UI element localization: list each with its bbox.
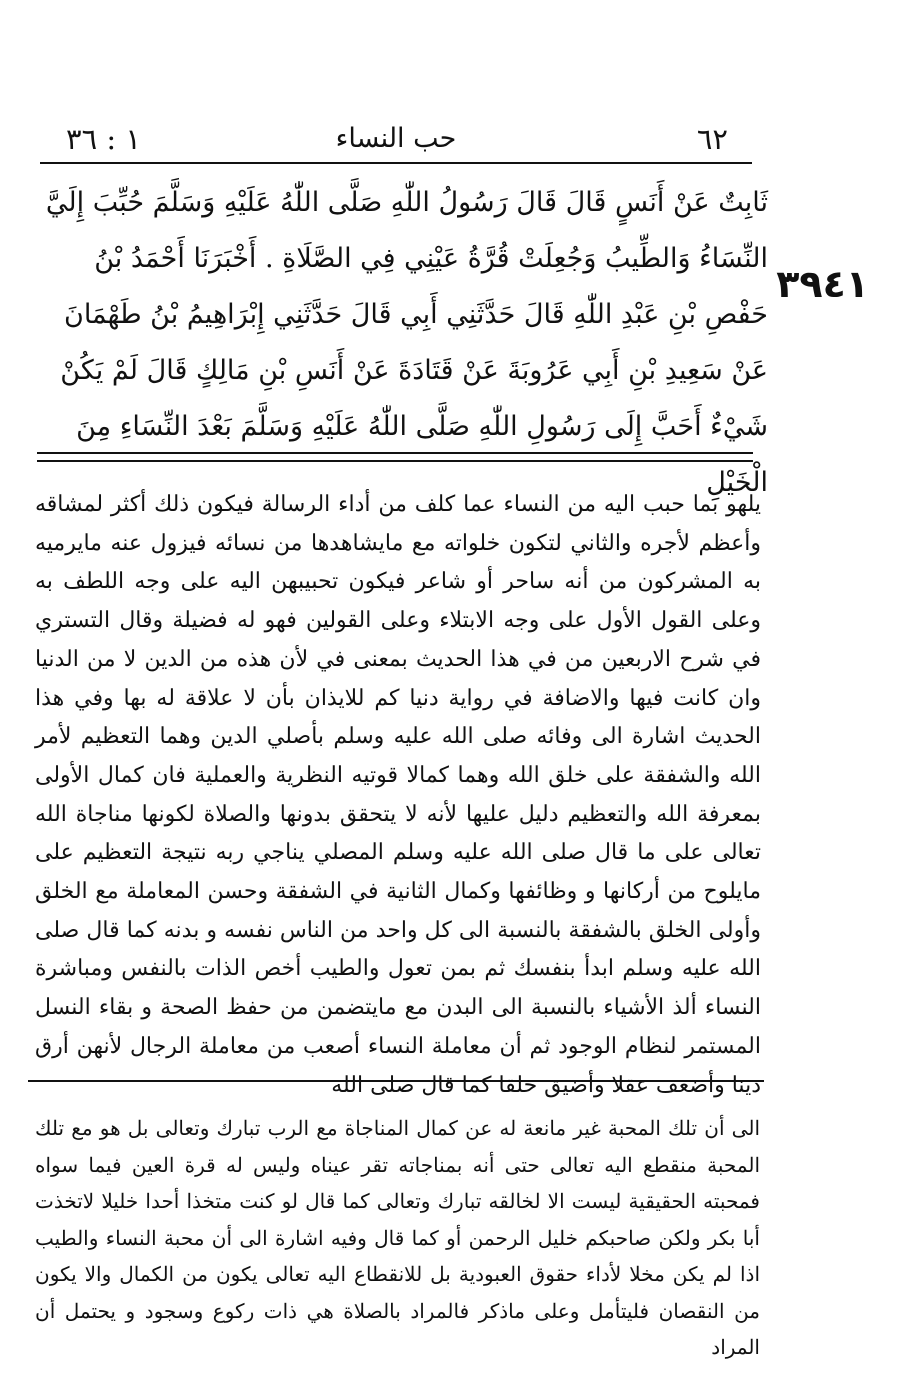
- hadith-text: ثَابِتٌ عَنْ أَنَسٍ قَالَ قَالَ رَسُولُ اللّٰهِ صَلَّى اللّٰهُ عَلَيْهِ وَسَلَّمَ حُبِّبَ إِلَيَّ النِّسَاءُ وَالطِّيبُ وَجُعِلَتْ قُرَّةُ عَيْنِي فِي الصَّلَاةِ . أَخْبَرَنَا أَحْمَدُ بْنُ حَفْصِ بْنِ عَبْدِ اللّٰهِ قَالَ حَدَّثَنِي أَبِي قَالَ حَدَّثَنِي إِبْرَاهِيمُ بْنُ طَهْمَانَ عَنْ سَعِيدِ بْنِ أَبِي عَرُوبَةَ عَنْ قَتَادَةَ عَنْ أَنَسِ بْنِ مَالِكٍ قَالَ لَمْ يَكُنْ شَيْءٌ أَحَبَّ إِلَى رَسُولِ اللّٰهِ صَلَّى اللّٰهُ عَلَيْهِ وَسَلَّمَ بَعْدَ النِّسَاءِ مِنَ الْخَيْلِ: [45, 187, 768, 498]
- footnote-text: الى أن تلك المحبة غير مانعة له عن كمال المناجاة مع الرب تبارك وتعالى بل هو مع تلك المحبة منقطع اليه تعالى حتى أنه بمناجاته تقر عيناه وليس له قرة العين فيما سواه فمحبته الحقيقية ليست الا لخالقه تبارك وتعالى كما قال لو كنت متخذا أحدا خليلا لاتخذت أبا بكر ولكن صاحبكم خليل الرحمن أو كما قال وفيه اشارة الى أن محبة النساء والطيب اذا لم يكن مخلا لأداء حقوق العبودية بل للانقطاع اليه تعالى يكون من الكمال والا يكون من النقصان فليتأمل وعلى ماذكر فالمراد بالصلاة هي ذات ركوع وسجود و يحتمل أن المراد: [35, 1116, 760, 1359]
- chapter-number: ١ : ٣٦: [66, 122, 141, 156]
- hadith-number: ٣٩٤١: [776, 262, 869, 306]
- page-number: ٦٢: [696, 122, 728, 156]
- commentary-text: يلهو بما حبب اليه من النساء عما كلف من أداء الرسالة فيكون ذلك أكثر لمشاقه وأعظم لأجره والثاني لتكون خلواته مع مايشاهدها من نسائه فيزول عنه مايرميه به المشركون من أنه ساحر أو شاعر فيكون تحبيبهن اليه على وجه اللطف به وعلى القول الأول على وجه الابتلاء وعلى القولين فهو له فضيلة وقال التستري في شرح الاربعين من في هذا الحديث بمعنى في لأن هذه من الدين لا من الدنيا وان كانت فيها والاضافة في رواية دنيا كم للايذان بأن لا علاقة له بها وفي هذا الحديث اشارة الى وفائه صلى الله عليه وسلم بأصلي الدين وهما التعظيم لأمر الله والشفقة على خلق الله وهما كمالا قوتيه النظرية والعملية فان كمال الأولى بمعرفة الله والتعظيم دليل عليها لأنه لا يتحقق بدونها والصلاة لكونها مناجاة الله تعالى على ما قال صلى الله عليه وسلم المصلي يناجي ربه نتيجة التعظيم على مايلوح من أركانها و وظائفها وكمال الثانية في الشفقة وحسن المعاملة مع الخلق وأولى الخلق بالشفقة بالنسبة الى كل واحد من الناس نفسه و بدنه كما قال صلى الله عليه وسلم ابدأ بنفسك ثم بمن تعول والطيب أخص الذات بالنفس ومباشرة النساء ألذ الأشياء بالنسبة الى البدن مع مايتضمن من حفظ الصحة و بقاء النسل المستمر لنظام الوجود ثم أن معاملة النساء أصعب من معاملة الرجال لأنهن أرق دينا وأضعف عقلا وأضيق خلقا كما قال صلى الله: [35, 492, 762, 1098]
- running-header: [40, 118, 752, 164]
- footnote-divider: [28, 1080, 764, 1082]
- double-divider: [37, 452, 753, 462]
- chapter-title: حب النساء: [335, 123, 457, 154]
